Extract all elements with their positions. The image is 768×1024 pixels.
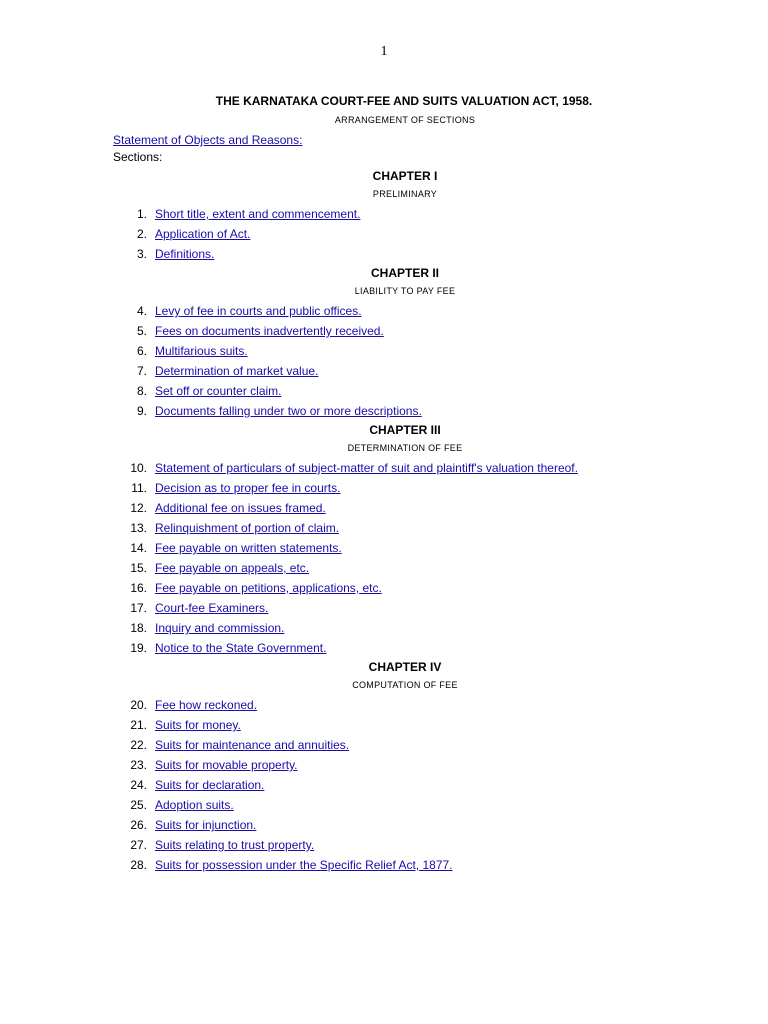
section-number: 2.: [136, 227, 147, 241]
section-number: 3.: [136, 247, 147, 261]
section-item: [113, 598, 655, 618]
section-item: [113, 458, 655, 478]
section-link[interactable]: Suits for movable property.: [155, 758, 298, 772]
chapter-subtitle: PRELIMINARY: [372, 189, 438, 199]
section-number: 13.: [130, 521, 147, 535]
section-number: 18.: [130, 621, 147, 635]
section-number: 7.: [136, 364, 147, 378]
section-item: [113, 638, 655, 658]
section-link[interactable]: Additional fee on issues framed.: [155, 501, 326, 515]
section-link[interactable]: Suits for money.: [155, 718, 241, 732]
section-link[interactable]: Fees on documents inadvertently received.: [155, 324, 384, 338]
section-list: [113, 204, 655, 264]
section-number: 8.: [136, 384, 147, 398]
section-item: [113, 735, 655, 755]
section-link[interactable]: Application of Act.: [155, 227, 251, 241]
section-number: 10.: [130, 461, 147, 475]
section-item: [113, 855, 655, 875]
chapter-subtitle: LIABILITY TO PAY FEE: [354, 286, 456, 296]
sections-label: Sections:: [113, 150, 163, 164]
section-item: [113, 578, 655, 598]
section-item: [113, 815, 655, 835]
section-number: 12.: [130, 501, 147, 515]
section-number: 27.: [130, 838, 147, 852]
section-number: 21.: [130, 718, 147, 732]
section-link[interactable]: Suits for maintenance and annuities.: [155, 738, 350, 752]
section-link[interactable]: Suits relating to trust property.: [155, 838, 315, 852]
statement-of-objects-link[interactable]: Statement of Objects and Reasons:: [113, 133, 303, 147]
section-link[interactable]: Set off or counter claim.: [155, 384, 282, 398]
chapter-block: [130, 660, 655, 875]
section-number: 25.: [130, 798, 147, 812]
section-item: [113, 618, 655, 638]
section-item: [113, 204, 655, 224]
chapter-subtitle: DETERMINATION OF FEE: [347, 443, 463, 453]
section-link[interactable]: Multifarious suits.: [155, 344, 248, 358]
section-item: [113, 795, 655, 815]
section-link[interactable]: Suits for injunction.: [155, 818, 257, 832]
section-link[interactable]: Definitions.: [155, 247, 215, 261]
page-number: 1: [380, 44, 388, 59]
section-item: [113, 695, 655, 715]
section-item: [113, 478, 655, 498]
section-number: 9.: [136, 404, 147, 418]
section-item: [113, 518, 655, 538]
section-item: [113, 341, 655, 361]
section-link[interactable]: Notice to the State Government.: [155, 641, 327, 655]
section-number: 16.: [130, 581, 147, 595]
section-number: 28.: [130, 858, 147, 872]
chapter-block: [136, 266, 655, 421]
section-link[interactable]: Fee payable on appeals, etc.: [155, 561, 310, 575]
section-item: [113, 715, 655, 735]
section-list: [113, 301, 655, 421]
section-number: 14.: [130, 541, 147, 555]
chapter-block: [130, 423, 655, 658]
section-link[interactable]: Determination of market value.: [155, 364, 319, 378]
section-number: 24.: [130, 778, 147, 792]
section-number: 1.: [136, 207, 147, 221]
section-item: [113, 224, 655, 244]
section-number: 6.: [136, 344, 147, 358]
section-number: 5.: [136, 324, 147, 338]
act-title: THE KARNATAKA COURT-FEE AND SUITS VALUATION ACT, 1958.: [215, 94, 593, 108]
section-item: [113, 381, 655, 401]
chapter-title: CHAPTER III: [369, 423, 441, 437]
section-link[interactable]: Statement of particulars of subject-matter of suit and plaintiff's valuation thereof.: [155, 461, 578, 475]
section-link[interactable]: Adoption suits.: [155, 798, 234, 812]
section-link[interactable]: Levy of fee in courts and public offices.: [155, 304, 362, 318]
section-link[interactable]: Suits for possession under the Specific Relief Act, 1877.: [155, 858, 453, 872]
section-number: 20.: [130, 698, 147, 712]
section-link[interactable]: Decision as to proper fee in courts.: [155, 481, 341, 495]
section-link[interactable]: Suits for declaration.: [155, 778, 265, 792]
section-number: 15.: [130, 561, 147, 575]
section-item: [113, 244, 655, 264]
section-number: 22.: [130, 738, 147, 752]
section-number: 4.: [136, 304, 147, 318]
section-item: [113, 401, 655, 421]
section-link[interactable]: Fee how reckoned.: [155, 698, 258, 712]
section-number: 23.: [130, 758, 147, 772]
section-link[interactable]: Fee payable on written statements.: [155, 541, 342, 555]
section-item: [113, 755, 655, 775]
section-link[interactable]: Relinquishment of portion of claim.: [155, 521, 340, 535]
section-item: [113, 498, 655, 518]
section-number: 19.: [130, 641, 147, 655]
section-item: [113, 361, 655, 381]
section-number: 11.: [131, 481, 147, 495]
chapter-title: CHAPTER IV: [368, 660, 442, 674]
chapter-title: CHAPTER I: [372, 169, 438, 183]
section-link[interactable]: Inquiry and commission.: [155, 621, 285, 635]
section-item: [113, 321, 655, 341]
section-number: 17.: [130, 601, 147, 615]
chapter-title: CHAPTER II: [370, 266, 439, 280]
section-item: [113, 538, 655, 558]
section-number: 26.: [130, 818, 147, 832]
chapters-container: [113, 169, 655, 875]
section-item: [113, 558, 655, 578]
section-item: [113, 775, 655, 795]
section-list: [113, 695, 655, 875]
section-link[interactable]: Fee payable on petitions, applications, etc.: [155, 581, 382, 595]
section-item: [113, 301, 655, 321]
section-list: [113, 458, 655, 658]
chapter-subtitle: COMPUTATION OF FEE: [352, 680, 458, 690]
section-link[interactable]: Short title, extent and commencement.: [155, 207, 361, 221]
chapter-block: [136, 169, 655, 264]
section-link[interactable]: Documents falling under two or more descriptions.: [155, 404, 422, 418]
arrangement-heading: ARRANGEMENT OF SECTIONS: [334, 115, 476, 125]
document-body: [113, 94, 655, 877]
section-link[interactable]: Court-fee Examiners.: [155, 601, 269, 615]
section-item: [113, 835, 655, 855]
